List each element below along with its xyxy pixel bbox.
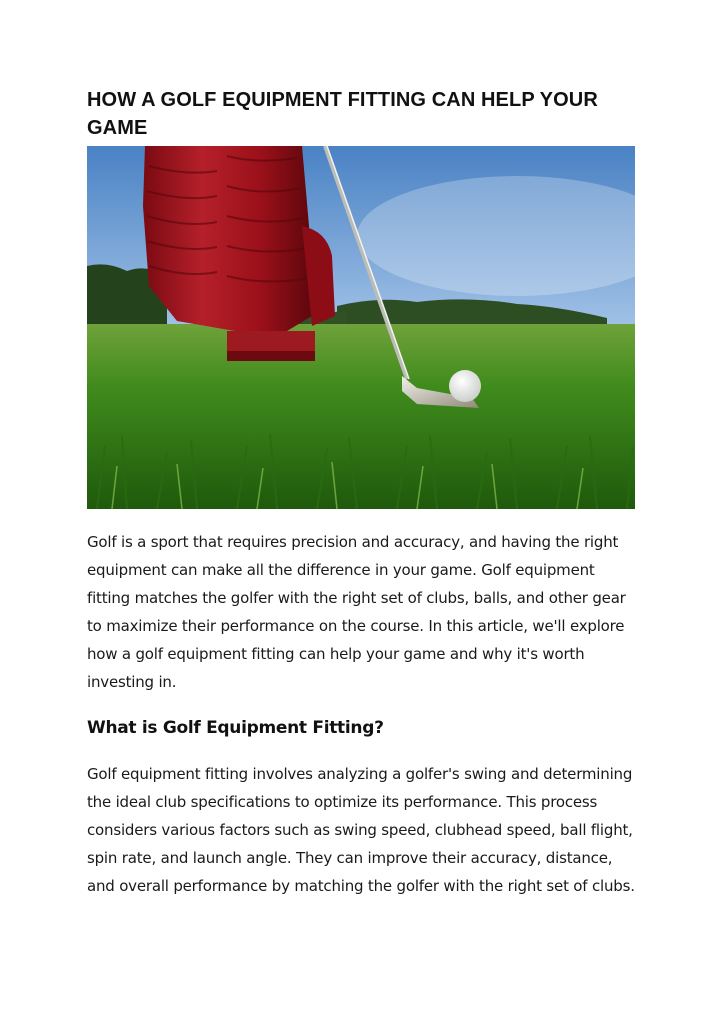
section-paragraph: Golf equipment fitting involves analyzing a golfer's swing and determining the ideal club specifications to optimize its performance. This process considers various factors such as swing speed, clubhead speed, ball flight, spin rate, and launch angle. They can improve their accuracy, distance, and overall performance by matching the golfer with the right set of clubs. [87, 765, 635, 895]
golf-photo [87, 146, 635, 509]
section-heading: What is Golf Equipment Fitting? [87, 718, 384, 738]
article-title: HOW A GOLF EQUIPMENT FITTING CAN HELP YOUR GAME [87, 89, 598, 139]
intro-paragraph: Golf is a sport that requires precision and accuracy, and having the right equipment can make all the difference in your game. Golf equipment fitting matches the golfer with the right set of clubs, balls, and other gear to maximize their performance on the course. In this article, we'll explore how a golf equipment fitting can help your game and why it's worth investing in. [87, 533, 626, 691]
document-page [87, 86, 635, 900]
